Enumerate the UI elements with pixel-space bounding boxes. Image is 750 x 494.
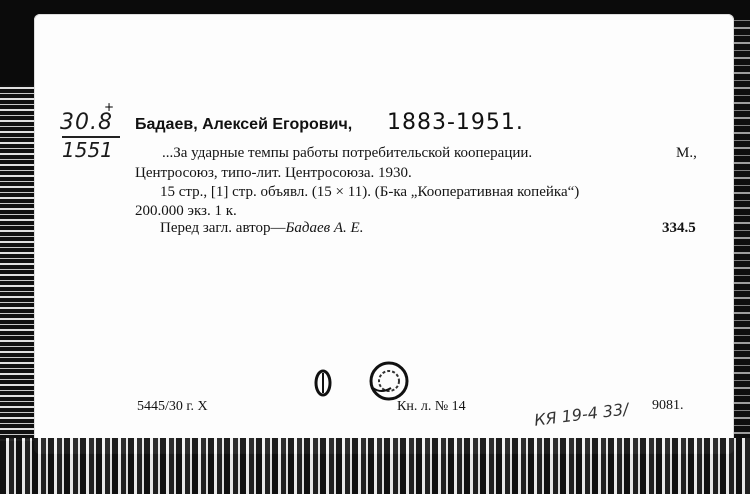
- stamp-mark-round: [367, 358, 411, 404]
- call-number-bottom: 1551: [62, 138, 113, 162]
- author-heading: [135, 116, 352, 134]
- footer-handwritten-note: КЯ 19-4 33/: [533, 399, 630, 430]
- footer-order-number: 5445/30 г. Х: [137, 399, 208, 414]
- publisher-line: Центросоюз, типо-лит. Центросоюза. 1930.: [135, 165, 412, 181]
- author-name: Бадаев, Алексей Егорович,: [135, 116, 353, 133]
- note-line: [160, 220, 363, 237]
- author-years: 1883-1951.: [387, 110, 524, 135]
- footer-card-number: 9081.: [652, 398, 684, 413]
- price-code: 334.5: [662, 220, 696, 236]
- title-line: ...За ударные темпы работы потребительской кооперации.: [162, 145, 533, 161]
- scan-noise-left: [0, 85, 34, 445]
- call-number-top: 30.8: [60, 110, 113, 135]
- stamp-mark-small: [313, 368, 333, 398]
- note-author: Бадаев А. Е.: [285, 220, 364, 236]
- pagination-line: 15 стр., [1] стр. объявл. (15 × 11). (Б-ка „Кооперативная копейка“): [160, 184, 580, 200]
- call-mark: +: [104, 100, 115, 114]
- note-prefix: Перед загл. автор—: [160, 220, 286, 236]
- publication-city: М.,: [676, 145, 697, 161]
- print-run-line: 200.000 экз. 1 к.: [135, 203, 237, 219]
- scan-noise-bottom: [0, 438, 750, 494]
- footer-book-list-number: Кн. л. № 14: [397, 399, 466, 414]
- scan-noise-right: [732, 20, 750, 440]
